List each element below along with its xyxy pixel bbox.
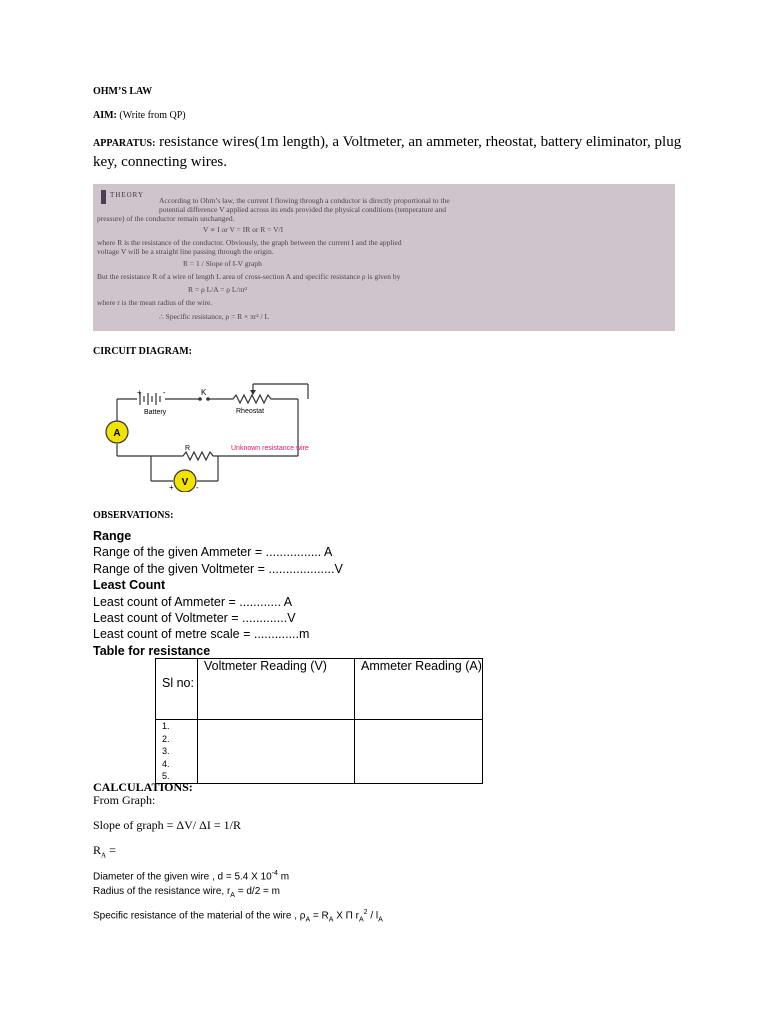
battery-label: Battery — [144, 409, 167, 416]
theory-header: THEORY — [110, 191, 144, 199]
theory-line: ∴ Specific resistance, ρ = R × πr² / L — [159, 312, 270, 321]
observations-list — [93, 528, 343, 659]
row-number: 5. — [162, 771, 170, 781]
specific-resistance-line — [93, 909, 383, 923]
range-ammeter: Range of the given Ammeter = ................ A — [93, 545, 333, 560]
radius-text: Radius of the resistance wire, r — [93, 885, 231, 897]
voltmeter-label: V — [181, 477, 189, 488]
row-number: 1. — [162, 721, 170, 731]
ra-prefix: R — [93, 843, 102, 857]
least-count-heading: Least Count — [93, 578, 166, 593]
voltmeter-minus: - — [196, 483, 199, 492]
sr-sup: 2 — [363, 909, 368, 916]
apparatus-text: resistance wires(1m length), a Voltmeter, an ammeter, rheostat, battery eliminator, plug key, connecting wires. — [93, 134, 682, 170]
range-voltmeter: Range of the given Voltmeter = ...................V — [93, 561, 343, 576]
ra-sub: A — [101, 851, 107, 860]
table-heading: Table for resistance — [93, 643, 211, 658]
theory-line: where r is the mean radius of the wire. — [97, 298, 213, 307]
ra-line — [93, 843, 116, 859]
sr-sub: A — [305, 916, 311, 924]
theory-photo — [93, 184, 675, 331]
least-count-voltmeter: Least count of Voltmeter = .............V — [93, 611, 296, 626]
ammeter-label: A — [113, 428, 121, 439]
voltmeter-plus: + — [169, 483, 174, 492]
ammeter-cell — [355, 720, 483, 784]
theory-line: potential difference V applied across its ends provided the physical conditions (temperature and — [159, 205, 446, 214]
unknown-wire-label: Unknown resistance wire — [231, 445, 309, 452]
rheostat-label: Rheostat — [236, 408, 265, 415]
theory-line: where R is the resistance of the conductor. Obviously, the graph between the current I and the applied — [97, 238, 402, 247]
row-number: 3. — [162, 746, 170, 756]
wire-dimensions — [93, 867, 289, 903]
sr-prefix: Specific resistance of the material of the wire , ρ — [93, 910, 306, 922]
sr-sub: A — [328, 916, 334, 924]
voltmeter-cell — [198, 720, 355, 784]
resistor-label: R — [185, 445, 191, 452]
theory-line: voltage V will be a straight line passing through the origin. — [97, 247, 274, 256]
sr-sub: A — [358, 916, 364, 924]
diameter-exp: -4 — [271, 870, 278, 877]
header-voltmeter-reading: Voltmeter Reading (V) — [198, 659, 355, 720]
observations-label: OBSERVATIONS: — [93, 510, 174, 521]
slope-formula: Slope of graph = ΔV/ ΔI = 1/R — [93, 818, 241, 832]
circuit-diagram — [93, 372, 315, 492]
aim-text: (Write from QP) — [119, 110, 186, 121]
key-label: K — [201, 388, 207, 397]
least-count-scale: Least count of metre scale = .............m — [93, 627, 310, 642]
row-number: 2. — [162, 733, 170, 744]
theory-line: V ∝ I or V = IR or R = V/I — [203, 225, 284, 234]
sr-mid: = R — [310, 910, 329, 922]
diameter-unit: m — [277, 871, 290, 883]
row-number: 4. — [162, 758, 170, 769]
theory-line: But the resistance R of a wire of length L area of cross-section A and specific resistance ρ is given by — [97, 272, 401, 281]
from-graph: From Graph: — [93, 793, 156, 807]
range-heading: Range — [93, 529, 132, 543]
radius-sub: A — [230, 891, 235, 899]
diameter-line — [93, 867, 289, 885]
header-ammeter-reading: Ammeter Reading (A) — [355, 659, 483, 720]
sr-mid: X Π r — [333, 910, 359, 922]
header-sl-no: Sl no: — [156, 659, 198, 720]
sl-no-cell — [156, 720, 198, 784]
apparatus-paragraph — [93, 133, 693, 172]
theory-line: R = 1 / Slope of I-V graph — [183, 259, 262, 268]
radius-suffix: = d/2 = m — [234, 885, 280, 897]
battery-plus: + — [137, 388, 142, 397]
theory-line: pressure) of the conductor remain unchanged. — [97, 214, 235, 223]
radius-line — [93, 885, 289, 904]
apparatus-label: APPARATUS: — [93, 138, 156, 149]
theory-stripe — [101, 190, 106, 204]
sr-sub: A — [378, 916, 383, 924]
diameter-text: Diameter of the given wire , d = 5.4 X 10 — [93, 871, 272, 883]
calculations-label: CALCULATIONS: — [93, 780, 193, 794]
page-title: OHM’S LAW — [93, 86, 153, 97]
resistance-table — [155, 658, 483, 784]
theory-line: R = ρ L/A = ρ L/πr² — [188, 285, 248, 294]
aim-label: AIM: — [93, 110, 117, 121]
circuit-diagram-label: CIRCUIT DIAGRAM: — [93, 346, 192, 357]
battery-minus: - — [163, 388, 166, 397]
least-count-ammeter: Least count of Ammeter = ............ A — [93, 594, 293, 609]
sr-mid: / l — [367, 910, 379, 922]
aim-line — [93, 110, 186, 121]
theory-line: According to Ohm’s law, the current I flowing through a conductor is directly proportional to the — [159, 196, 450, 205]
ra-suffix: = — [106, 843, 116, 857]
